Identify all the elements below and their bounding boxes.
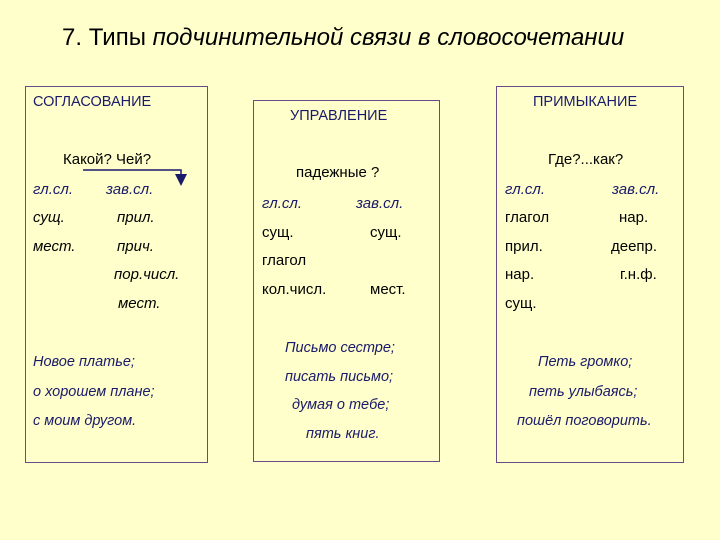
left-example-0: Новое платье; xyxy=(33,354,135,370)
left-extra-0: пор.числ. xyxy=(114,266,180,283)
left-row-1-main: мест. xyxy=(33,238,76,255)
right-question: Где?...как? xyxy=(548,151,624,168)
middle-col-dep: зав.сл. xyxy=(356,195,404,212)
middle-example-1: писать письмо; xyxy=(285,369,394,385)
left-example-2: с моим другом. xyxy=(33,413,137,429)
right-example-0: Петь громко; xyxy=(538,354,633,370)
right-col-dep: зав.сл. xyxy=(612,181,660,198)
middle-example-3: пять книг. xyxy=(306,426,380,442)
right-row-0-main: глагол xyxy=(505,209,550,226)
right-example-2: пошёл поговорить. xyxy=(517,413,652,429)
title-number: 7. xyxy=(62,24,83,51)
right-heading: ПРИМЫКАНИЕ xyxy=(533,94,638,110)
right-example-1: петь улыбаясь; xyxy=(529,384,638,400)
title-rest: подчинительной связи в словосочетании xyxy=(152,24,625,51)
right-row-2-dep: г.н.ф. xyxy=(620,266,657,283)
middle-row-0-dep: сущ. xyxy=(370,224,402,241)
middle-heading: УПРАВЛЕНИЕ xyxy=(290,108,388,124)
right-row-1-dep: деепр. xyxy=(611,238,658,255)
page-title xyxy=(62,24,624,52)
right-row-3-main: сущ. xyxy=(505,295,537,312)
middle-question: падежные ? xyxy=(296,164,380,181)
middle-row-1-main: глагол xyxy=(262,252,307,269)
middle-col-main: гл.сл. xyxy=(262,195,302,212)
left-example-1: о хорошем плане; xyxy=(33,384,155,400)
left-row-0-dep: прил. xyxy=(117,209,155,226)
right-row-0-dep: нар. xyxy=(619,209,649,226)
title-word: Типы xyxy=(88,24,146,51)
left-col-dep: зав.сл. xyxy=(106,181,154,198)
middle-row-2-main: кол.числ. xyxy=(262,281,327,298)
left-heading: СОГЛАСОВАНИЕ xyxy=(33,94,152,110)
left-row-1-dep: прич. xyxy=(117,238,154,255)
right-col-main: гл.сл. xyxy=(505,181,545,198)
middle-example-0: Письмо сестре; xyxy=(285,340,395,356)
right-row-2-main: нар. xyxy=(505,266,535,283)
left-row-0-main: сущ. xyxy=(33,209,65,226)
middle-row-0-main: сущ. xyxy=(262,224,294,241)
middle-example-2: думая о тебе; xyxy=(292,397,390,413)
right-row-1-main: прил. xyxy=(505,238,543,255)
middle-row-2-dep: мест. xyxy=(370,281,406,298)
left-col-main: гл.сл. xyxy=(33,181,73,198)
left-question: Какой? Чей? xyxy=(63,151,152,168)
left-extra-1: мест. xyxy=(118,295,161,312)
